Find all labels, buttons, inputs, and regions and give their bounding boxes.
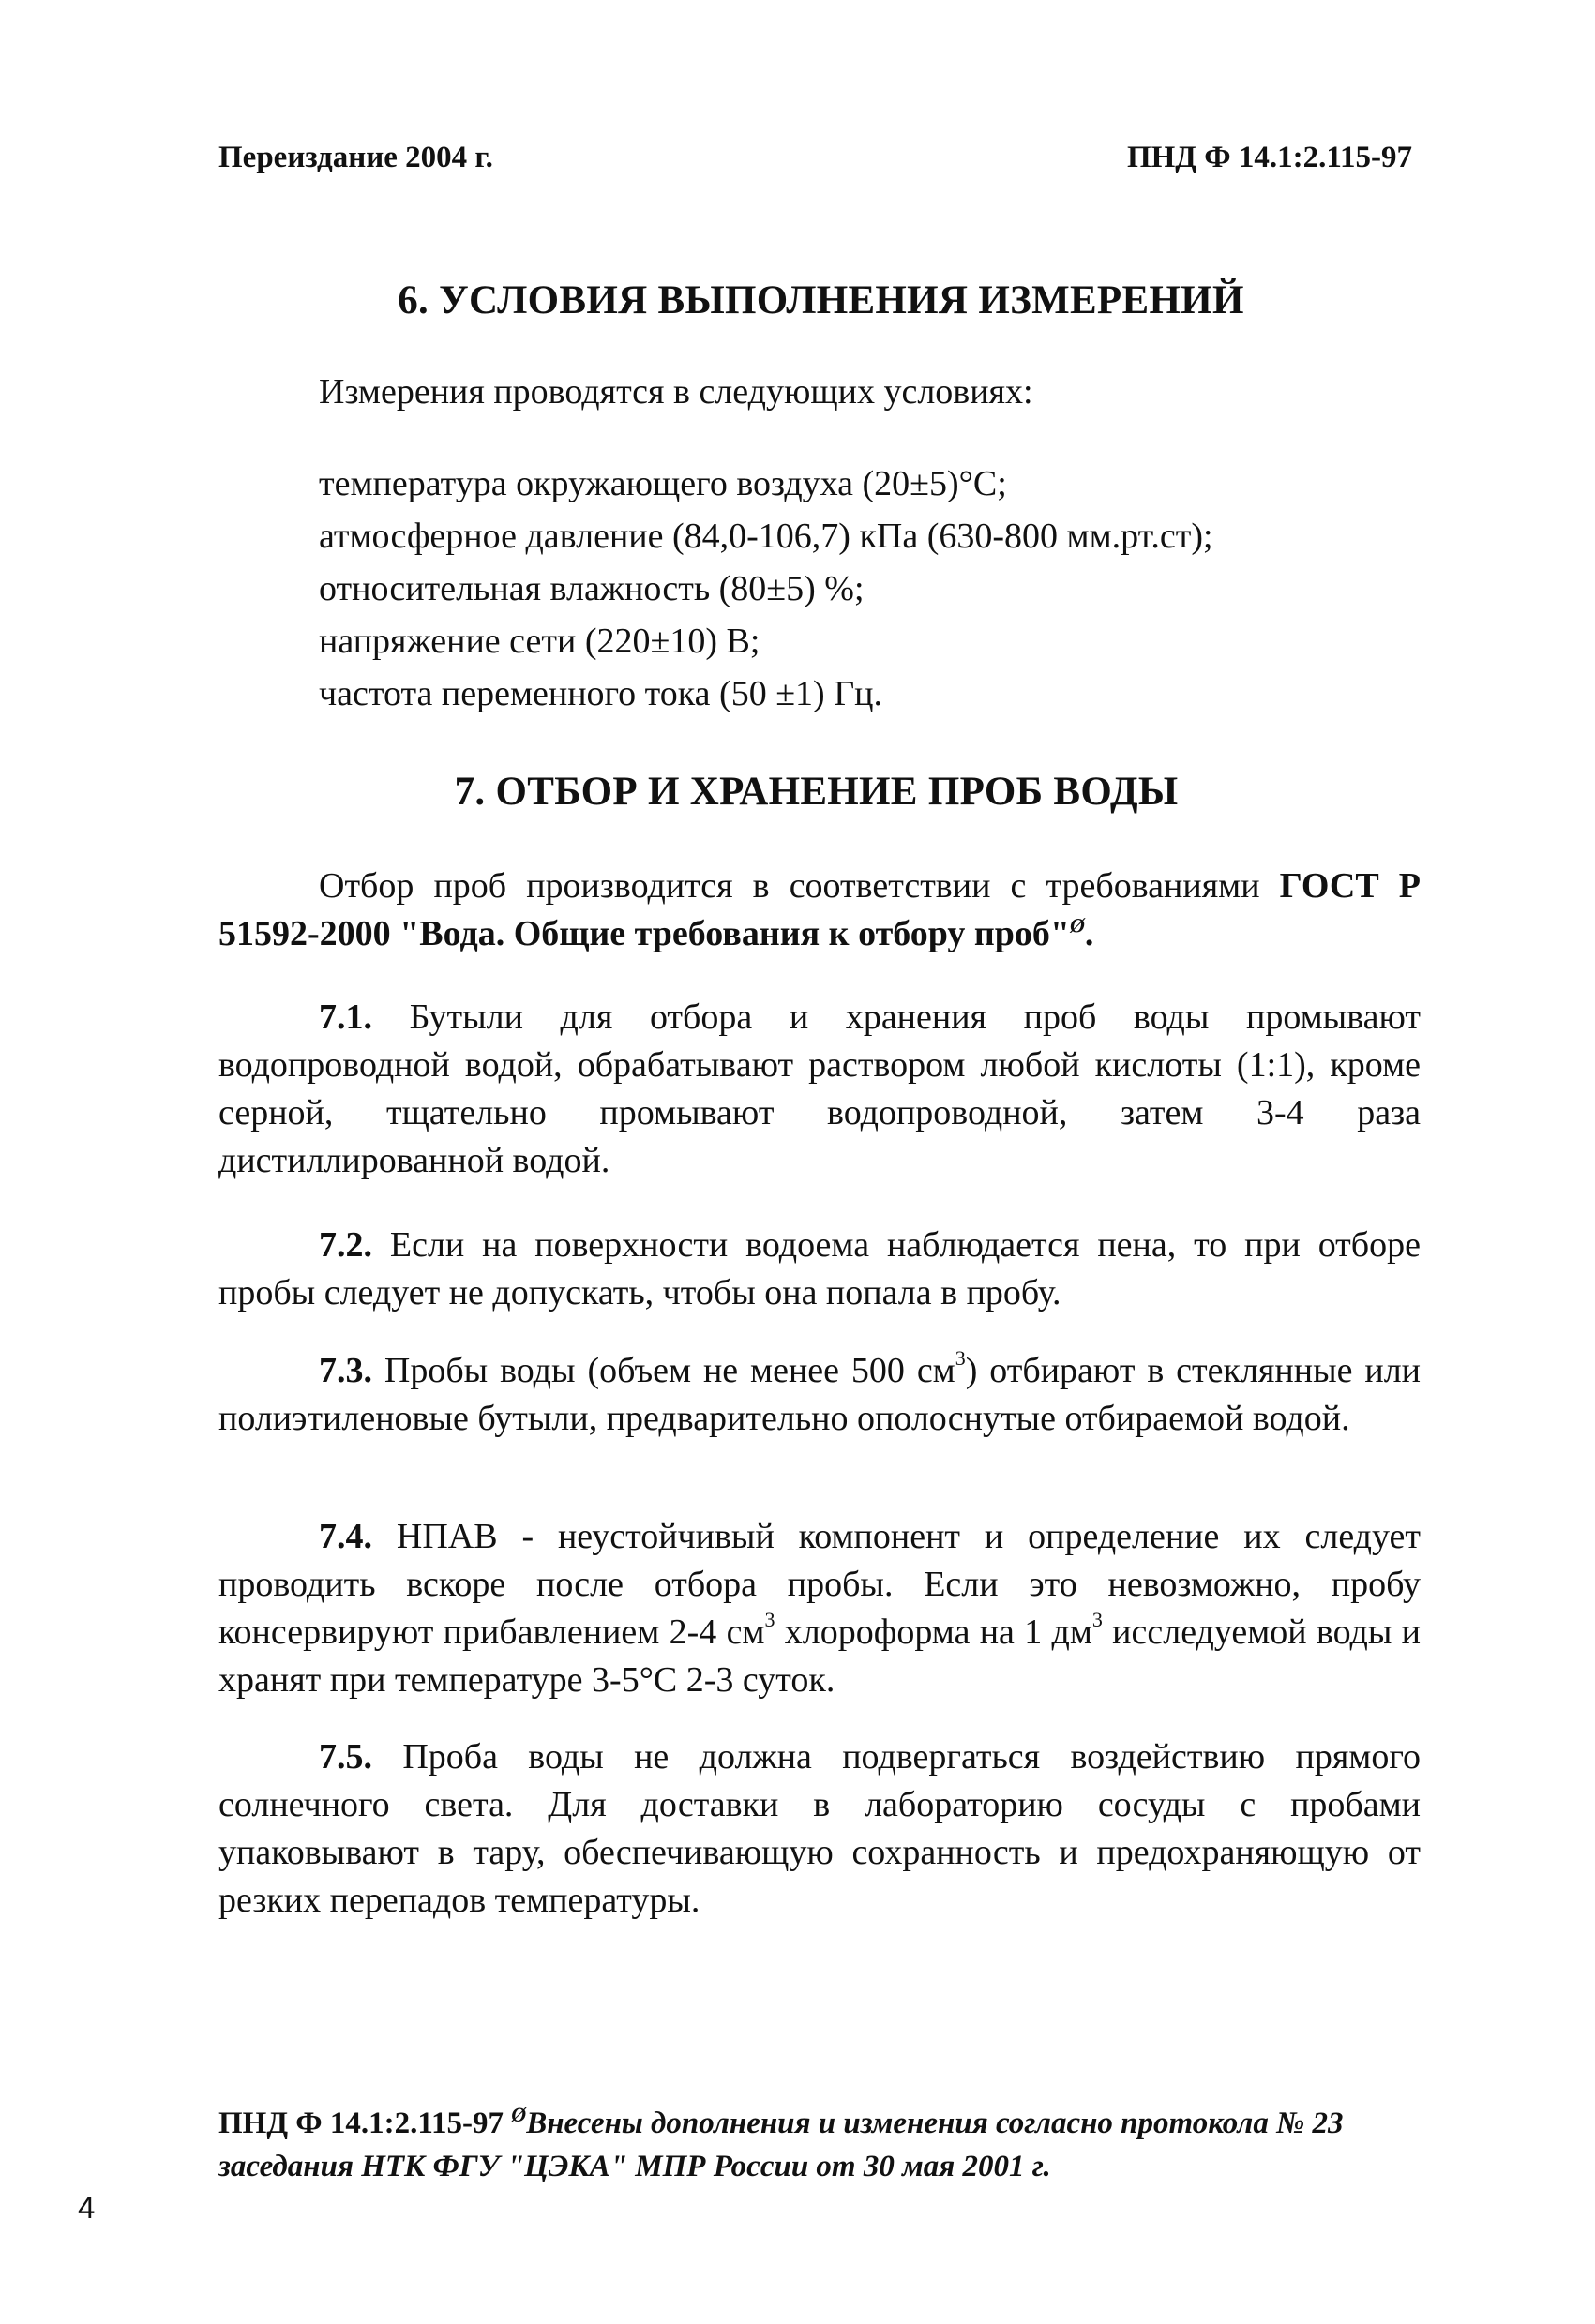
paragraph-7-1 [218,994,1421,1185]
paragraph-number: 7.2. [319,1225,372,1265]
amendment-mark: Ø [511,2103,527,2126]
paragraph-number: 7.3. [319,1351,372,1390]
section-6-intro: Измерения проводятся в следующих условиях: [319,372,1033,412]
paragraph-text-c: исследуемой воды и хранят при температуре 3-5°С 2-3 суток. [218,1612,1421,1700]
condition-frequency: частота переменного тока (50 ±1) Гц. [319,674,883,713]
superscript: 3 [764,1608,775,1632]
footnote-text: Внесены дополнения и изменения согласно протокола № 23 заседания НТК ФГУ "ЦЭКА" МПР России от 30 мая 2001 г. [218,2107,1344,2183]
section-7-intro [218,862,1421,958]
condition-humidity: относительная влажность (80±5) %; [319,569,865,608]
paragraph-text: Проба воды не должна подвергаться воздействию прямого солнечного света. Для доставки в лабораторию сосуды с пробами упаковывают в тару, обеспечивающую сохранность и предохраняющую от резких перепадов температуры. [218,1737,1421,1920]
gost-reference: ГОСТ Р 51592-2000 "Вода. Общие требования к отбору проб" [218,866,1421,953]
paragraph-number: 7.4. [319,1517,372,1556]
superscript: 3 [955,1346,966,1371]
condition-voltage: напряжение сети (220±10) В; [319,622,760,661]
paragraph-text-b: хлороформа на 1 дм [775,1612,1092,1652]
paragraph-text-a: Пробы воды (объем не менее 500 см [372,1351,955,1390]
footnote-code: ПНД Ф 14.1:2.115-97 [218,2107,512,2140]
condition-pressure: атмосферное давление (84,0-106,7) кПа (630-800 мм.рт.ст); [319,517,1213,556]
paragraph-number: 7.1. [319,997,372,1037]
conditions-list [319,457,1213,720]
condition-temperature: температура окружающего воздуха (20±5)°С; [319,464,1007,503]
paragraph-7-4 [218,1513,1421,1704]
header-document-code: ПНД Ф 14.1:2.115-97 [1126,141,1412,174]
section-6-title: 6. УСЛОВИЯ ВЫПОЛНЕНИЯ ИЗМЕРЕНИЙ [398,278,1244,322]
section-7-title: 7. ОТБОР И ХРАНЕНИЕ ПРОБ ВОДЫ [454,770,1179,814]
intro-text: Отбор проб производится в соответствии с требованиями [319,866,1280,906]
header-edition: Переиздание 2004 г. [218,141,493,174]
intro-end: . [1084,914,1094,953]
paragraph-text-b: ) отбирают в стеклянные или полиэтиленовые бутыли, предварительно ополоснутые отбираемой водой. [218,1351,1421,1438]
paragraph-7-2 [218,1222,1421,1317]
paragraph-text: Если на поверхности водоема наблюдается пена, то при отборе пробы следует не допускать, чтобы она попала в пробу. [218,1225,1421,1312]
amendment-mark: Ø [1070,913,1085,937]
paragraph-text-a: НПАВ - неустойчивый компонент и определение их следует проводить вскоре после отбора пробы. Если это невозможно, пробу консервируют прибавлением 2-4 см [218,1517,1421,1652]
superscript: 3 [1091,1608,1103,1632]
page-number: 4 [78,2190,96,2225]
paragraph-number: 7.5. [319,1737,372,1777]
footnote [218,2102,1428,2188]
paragraph-text: Бутыли для отбора и хранения проб воды промывают водопроводной водой, обрабатывают раствором любой кислоты (1:1), кроме серной, тщательно промывают водопроводной, затем 3-4 раза дистиллированной водой. [218,997,1421,1180]
paragraph-7-3 [218,1347,1421,1443]
paragraph-7-5 [218,1733,1421,1925]
